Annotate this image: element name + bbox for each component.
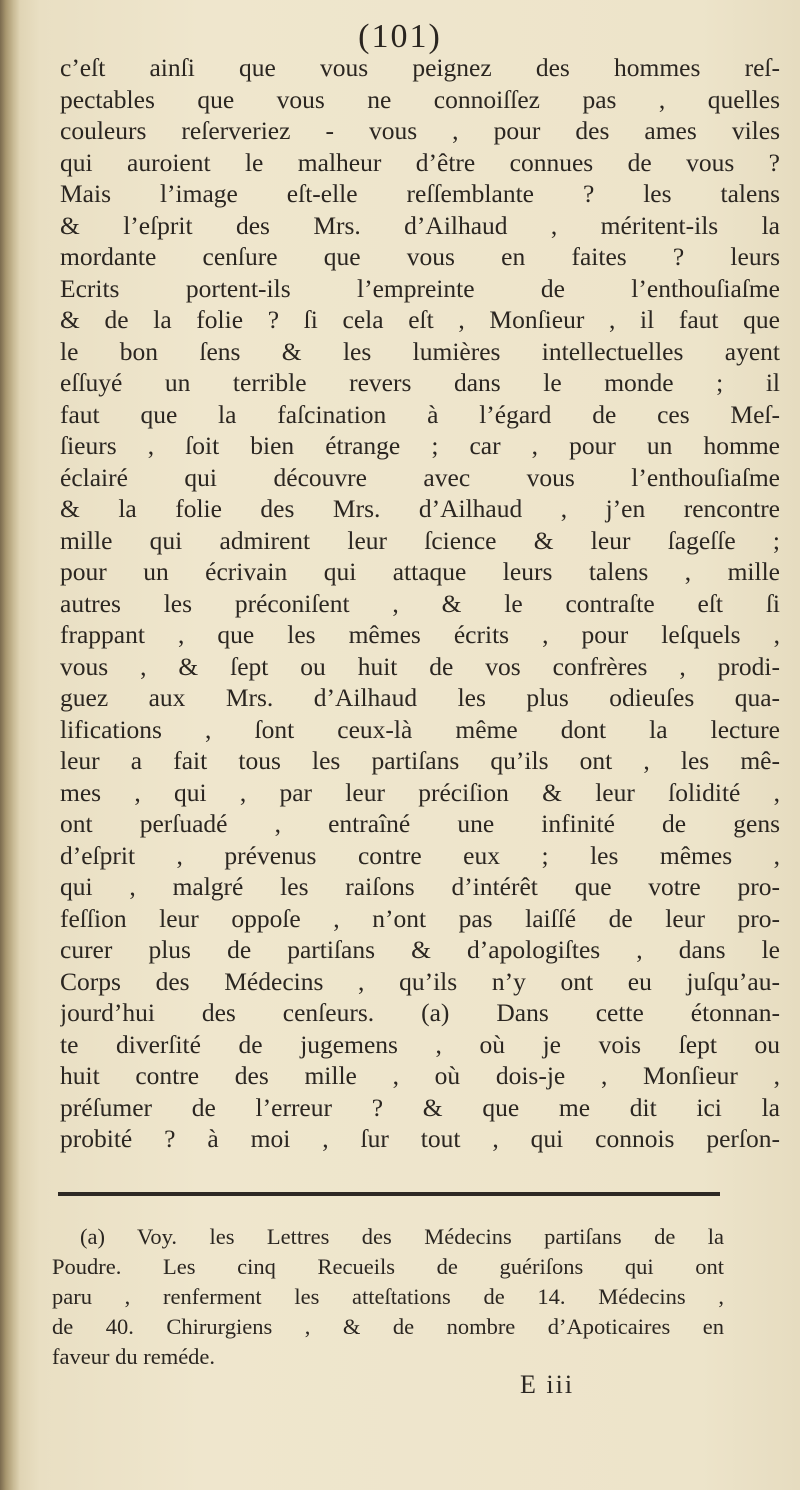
body-line: ont perſuadé , entraîné une infinité de gens — [60, 809, 780, 838]
body-line: feſſion leur oppoſe , n’ont pas laiſſé de leur pro- — [60, 903, 780, 933]
body-line: frappant , que les mêmes écrits , pour leſquels , — [60, 620, 780, 649]
body-line: Corps des Médecins , qu’ils n’y ont eu juſqu’au- — [60, 966, 780, 996]
body-line: Ecrits portent-ils l’empreinte de l’enthouſiaſme — [60, 273, 780, 303]
body-line: pour un écrivain qui attaque leurs talens , mille — [60, 557, 780, 586]
footnote — [52, 1222, 724, 1372]
footnote-line: de 40. Chirurgiens , & de nombre d’Apoticaires en — [52, 1314, 724, 1339]
page-spine-shadow — [0, 0, 20, 1490]
footnote-divider — [58, 1192, 720, 1196]
body-line: jourd’hui des cenſeurs. (a) Dans cette étonnan- — [60, 998, 780, 1027]
footnote-line: faveur du reméde. — [52, 1344, 216, 1369]
body-line: curer plus de partiſans & d’apologiſtes , dans le — [60, 935, 780, 964]
page-number: (101) — [358, 18, 442, 55]
body-line: & de la folie ? ſi cela eſt , Monſieur , il faut que — [60, 305, 780, 334]
body-line: préſumer de l’erreur ? & que me dit ici la — [60, 1092, 780, 1122]
body-line: guez aux Mrs. d’Ailhaud les plus odieuſes qua- — [60, 683, 780, 712]
body-line: eſſuyé un terrible revers dans le monde ; il — [60, 368, 780, 397]
body-line: qui , malgré les raiſons d’intérêt que votre pro- — [60, 872, 780, 901]
body-line: ſieurs , ſoit bien étrange ; car , pour un homme — [60, 431, 780, 460]
body-line: le bon ſens & les lumières intellectuelles ayent — [60, 336, 780, 366]
footnote-line: Poudre. Les cinq Recueils de guériſons qui ont — [52, 1254, 724, 1279]
signature-mark: E iii — [520, 1370, 575, 1399]
body-line: faut que la faſcination à l’égard de ces Meſ- — [60, 399, 780, 429]
footnote-line: paru , renferment les atteſtations de 14. Médecins , — [52, 1284, 724, 1309]
body-text — [60, 52, 780, 1155]
body-line: mordante cenſure que vous en faites ? leurs — [60, 242, 780, 271]
body-line: mes , qui , par leur préciſion & leur ſolidité , — [60, 777, 780, 807]
body-line: & l’eſprit des Mrs. d’Ailhaud , méritent-ils la — [60, 210, 780, 240]
body-line: & la folie des Mrs. d’Ailhaud , j’en rencontre — [60, 494, 780, 523]
body-line: c’eſt ainſi que vous peignez des hommes reſ- — [60, 53, 780, 82]
body-line: mille qui admirent leur ſcience & leur ſageſſe ; — [60, 525, 780, 555]
body-line: autres les préconiſent , & le contraſte eſt ſi — [60, 588, 780, 618]
body-line: pectables que vous ne connoiſſez pas , quelles — [60, 84, 780, 114]
body-line: d’eſprit , prévenus contre eux ; les mêmes , — [60, 840, 780, 870]
footnote-line: (a) Voy. les Lettres des Médecins partiſans de la — [80, 1224, 724, 1249]
body-line: probité ? à moi , ſur tout , qui connois perſon- — [60, 1124, 780, 1153]
body-line: Mais l’image eſt-elle reſſemblante ? les talens — [60, 179, 780, 208]
body-line: te diverſité de jugemens , où je vois ſept ou — [60, 1029, 780, 1059]
body-line: leur a fait tous les partiſans qu’ils ont , les mê- — [60, 746, 780, 775]
body-line: huit contre des mille , où dois-je , Monſieur , — [60, 1061, 780, 1090]
body-line: qui auroient le malheur d’être connues de vous ? — [60, 147, 780, 177]
body-line: éclairé qui découvre avec vous l’enthouſiaſme — [60, 462, 780, 492]
body-line: lifications , ſont ceux-là même dont la lecture — [60, 714, 780, 744]
body-line: vous , & ſept ou huit de vos confrères , prodi- — [60, 651, 780, 681]
body-line: couleurs reſerveriez - vous , pour des ames viles — [60, 116, 780, 145]
